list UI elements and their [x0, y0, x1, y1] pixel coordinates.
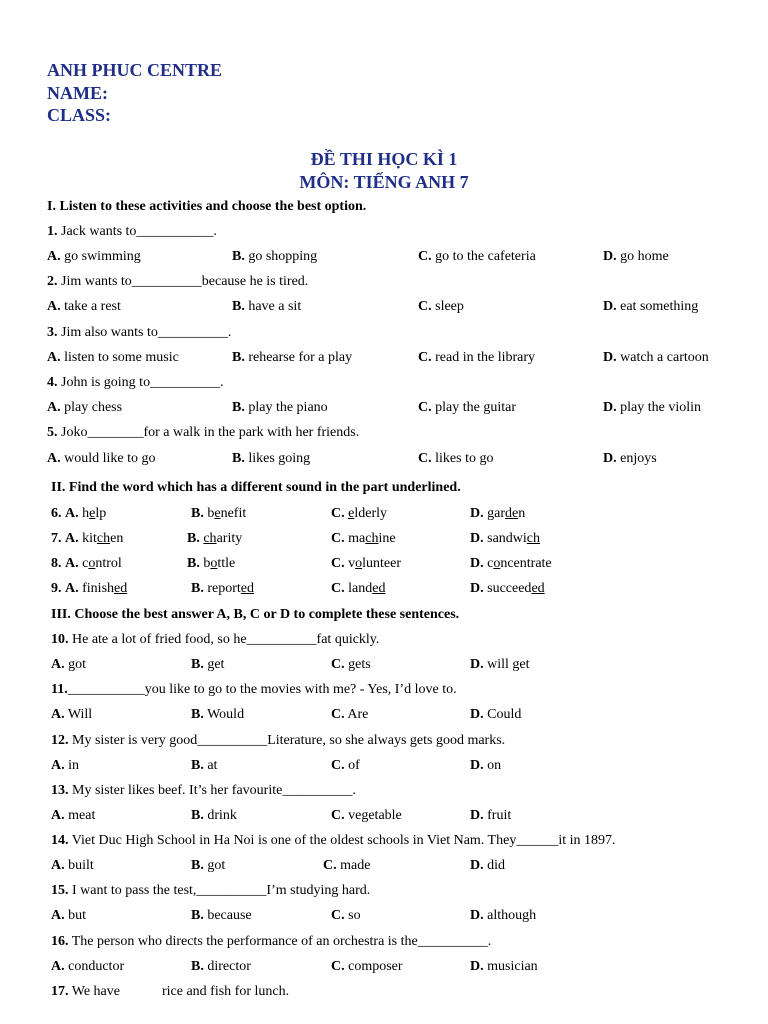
q13-option-c: C. vegetable	[331, 808, 402, 823]
q15-option-d: D. although	[470, 908, 537, 923]
q9-option-a: 9. A. finished	[51, 581, 128, 596]
question-5: 5. Joko________for a walk in the park with her friends.	[47, 425, 360, 440]
q6-option-a: 6. A. help	[51, 506, 107, 521]
q1-option-a: A. go swimming	[47, 249, 141, 264]
q7-option-a: 7. A. kitchen	[51, 531, 124, 546]
q8-option-d: D. concentrate	[470, 556, 552, 571]
q5-option-d: D. enjoys	[603, 451, 657, 466]
q7-option-c: C. machine	[331, 531, 396, 546]
q3-option-a: A. listen to some music	[47, 350, 179, 365]
q3-option-d: D. watch a cartoon	[603, 350, 709, 365]
q2-option-a: A. take a rest	[47, 299, 121, 314]
q3-option-b: B. rehearse for a play	[232, 350, 353, 365]
question-10: 10. He ate a lot of fried food, so he__________fat quickly.	[51, 632, 380, 647]
question-1: 1. Jack wants to___________.	[47, 224, 217, 239]
q10-option-d: D. will get	[470, 657, 530, 672]
q7-option-b: B. charity	[187, 531, 243, 546]
q13-option-d: D. fruit	[470, 808, 512, 823]
section-1-heading: I. Listen to these activities and choose the best option.	[47, 199, 367, 214]
question-2: 2. Jim wants to__________because he is tired.	[47, 274, 309, 289]
q2-option-c: C. sleep	[418, 299, 464, 314]
q9-option-d: D. succeeded	[470, 581, 545, 596]
question-4: 4. John is going to__________.	[47, 375, 224, 390]
q4-option-c: C. play the guitar	[418, 400, 516, 415]
name-label: NAME:	[47, 82, 108, 103]
q14-option-c: C. made	[323, 858, 371, 873]
question-13: 13. My sister likes beef. It’s her favourite__________.	[51, 783, 356, 798]
q12-option-c: C. of	[331, 758, 360, 773]
exam-subject: MÔN: TIẾNG ANH 7	[299, 172, 469, 192]
class-label: CLASS:	[47, 105, 112, 125]
q14-option-a: A. built	[51, 858, 94, 873]
q1-option-b: B. go shopping	[232, 249, 318, 264]
q11-option-b: B. Would	[191, 707, 245, 722]
q4-option-d: D. play the violin	[603, 400, 702, 415]
q5-option-c: C. likes to go	[418, 451, 494, 466]
exam-title: ĐỀ THI HỌC KÌ 1	[310, 149, 458, 169]
question-17: 17. We have rice and fish for lunch.	[51, 984, 290, 999]
q14-option-d: D. did	[470, 858, 506, 873]
q6-option-d: D. garden	[470, 506, 526, 521]
q16-option-a: A. conductor	[51, 959, 125, 974]
q4-option-a: A. play chess	[47, 400, 123, 415]
question-11: 11.___________you like to go to the movies with me? - Yes, I’d love to.	[51, 682, 457, 697]
q5-option-a: A. would like to go	[47, 451, 156, 466]
q16-option-c: C. composer	[331, 959, 403, 974]
q15-option-b: B. because	[191, 908, 252, 923]
q9-option-b: B. reported	[191, 581, 254, 596]
q15-option-c: C. so	[331, 908, 361, 923]
q14-option-b: B. got	[191, 858, 226, 873]
header-block	[47, 59, 222, 127]
question-16: 16. The person who directs the performance of an orchestra is the__________.	[51, 934, 492, 949]
q10-option-b: B. get	[191, 657, 225, 672]
q3-option-c: C. read in the library	[418, 350, 536, 365]
q6-option-c: C. elderly	[331, 506, 387, 521]
q11-option-a: A. Will	[51, 707, 93, 722]
q16-option-d: D. musician	[470, 959, 538, 974]
centre-name: ANH PHUC CENTRE	[47, 60, 223, 80]
q7-option-d: D. sandwich	[470, 531, 541, 546]
q12-option-b: B. at	[191, 758, 218, 773]
q10-option-c: C. gets	[331, 657, 371, 672]
q5-option-b: B. likes going	[232, 451, 311, 466]
q2-option-b: B. have a sit	[232, 299, 302, 314]
q1-option-c: C. go to the cafeteria	[418, 249, 536, 264]
q8-option-b: B. bottle	[187, 556, 236, 571]
q4-option-b: B. play the piano	[232, 400, 328, 415]
q11-option-d: D. Could	[470, 707, 522, 722]
q13-option-a: A. meat	[51, 808, 96, 823]
q12-option-a: A. in	[51, 758, 80, 773]
q15-option-a: A. but	[51, 908, 87, 923]
q11-option-c: C. Are	[331, 707, 369, 722]
q1-option-d: D. go home	[603, 249, 669, 264]
q10-option-a: A. got	[51, 657, 87, 672]
question-14: 14. Viet Duc High School in Ha Noi is one of the oldest schools in Viet Nam. They______it in 1897.	[51, 833, 616, 848]
q8-option-c: C. volunteer	[331, 556, 401, 571]
q13-option-b: B. drink	[191, 808, 237, 823]
question-15: 15. I want to pass the test,__________I’m studying hard.	[51, 883, 371, 898]
q6-option-b: B. benefit	[191, 506, 247, 521]
section-3-heading: III. Choose the best answer A, B, C or D to complete these sentences.	[51, 607, 460, 622]
question-12: 12. My sister is very good__________Literature, so she always gets good marks.	[51, 733, 506, 748]
q9-option-c: C. landed	[331, 581, 386, 596]
q8-option-a: 8. A. control	[51, 556, 122, 571]
q12-option-d: D. on	[470, 758, 502, 773]
question-3: 3. Jim also wants to__________.	[47, 325, 232, 340]
q16-option-b: B. director	[191, 959, 251, 974]
q2-option-d: D. eat something	[603, 299, 699, 314]
section-2-heading: II. Find the word which has a different sound in the part underlined.	[51, 480, 461, 495]
